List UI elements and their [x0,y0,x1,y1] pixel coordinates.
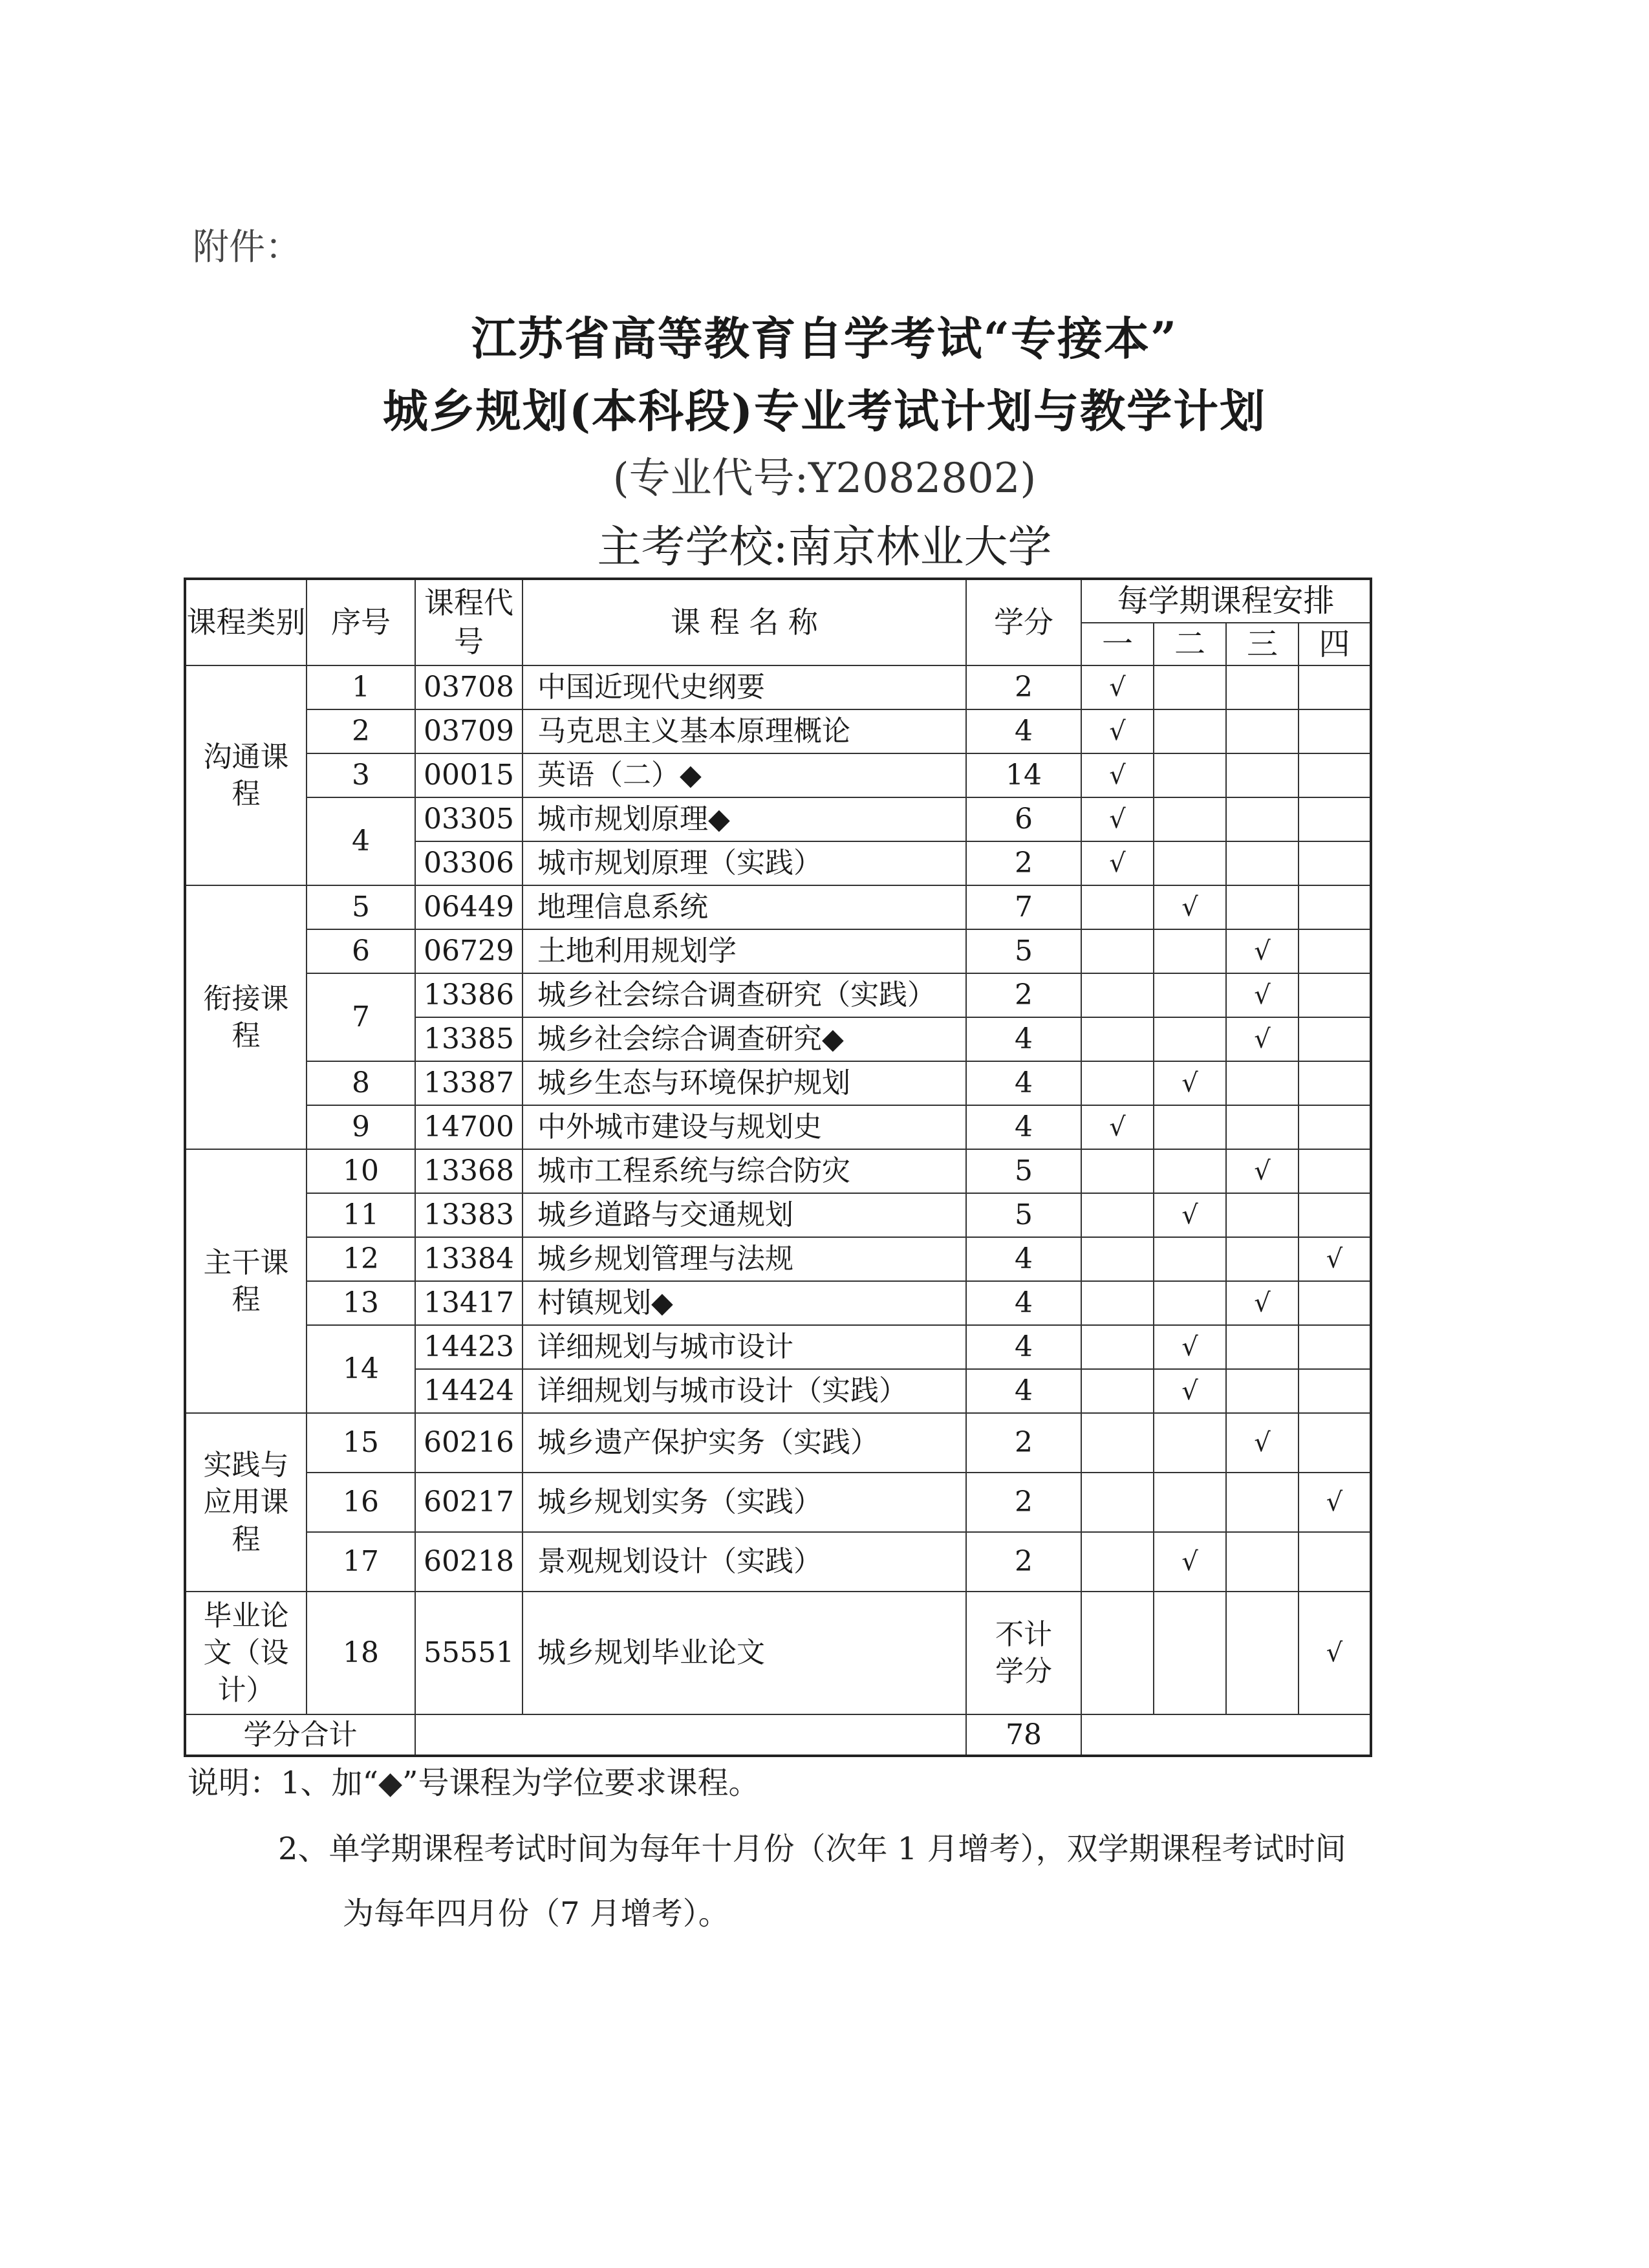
course-name-cell: 城市工程系统与综合防灾 [523,1149,966,1193]
credits-cell: 14 [966,753,1081,797]
attachment-label: 附件： [193,226,301,268]
semester-4-cell [1299,753,1371,797]
seq-cell: 1 [307,665,415,709]
semester-3-cell [1226,885,1299,929]
semester-1-cell [1081,1532,1154,1592]
semester-3-cell [1226,1592,1299,1714]
table-row [185,1149,1371,1193]
semester-3-cell [1226,1413,1299,1473]
semester-2-cell [1154,1413,1226,1473]
total-spacer [415,1714,966,1756]
semester-3-cell [1226,1149,1299,1193]
semester-3-cell [1226,929,1299,973]
table-row [185,1193,1371,1237]
course-name-cell: 城乡社会综合调查研究（实践） [523,973,966,1017]
course-name-cell: 城乡规划毕业论文 [523,1592,966,1714]
title-line-2: 城乡规划(本科段)专业考试计划与教学计划 [382,384,1267,438]
semester-2-cell [1154,929,1226,973]
semester-1-cell [1081,1325,1154,1369]
semester-4-cell [1299,1281,1371,1325]
host-school: 主考学校:南京林业大学 [597,522,1052,573]
table-row [185,1281,1371,1325]
credits-cell: 4 [966,1325,1081,1369]
semester-4-cell [1299,1017,1371,1061]
semester-3-cell [1226,1281,1299,1325]
code-cell: 03709 [415,709,523,753]
header-semester-2: 二 [1154,623,1226,665]
course-name-cell: 马克思主义基本原理概论 [523,709,966,753]
semester-2-cell [1154,753,1226,797]
seq-cell: 6 [307,929,415,973]
table-row [185,709,1371,753]
code-cell: 13387 [415,1061,523,1105]
credits-cell: 4 [966,709,1081,753]
check-mark: √ [1109,805,1126,834]
course-name-cell: 英语（二）◆ [523,753,966,797]
course-name-cell: 村镇规划◆ [523,1281,966,1325]
table-row [185,1592,1371,1714]
semester-2-cell [1154,885,1226,929]
course-name-cell: 景观规划设计（实践） [523,1532,966,1592]
table-row [185,1237,1371,1281]
semester-1-cell [1081,841,1154,885]
note-line-1: 说明：1、加“◆”号课程为学位要求课程。 [188,1765,760,1801]
semester-4-cell [1299,1193,1371,1237]
check-mark: √ [1181,1068,1198,1098]
semester-3-cell [1226,709,1299,753]
semester-3-cell [1226,841,1299,885]
semester-2-cell [1154,1369,1226,1413]
seq-cell: 7 [307,973,415,1061]
code-cell: 14424 [415,1369,523,1413]
check-mark: √ [1326,1487,1343,1517]
credits-cell: 2 [966,1532,1081,1592]
seq-cell: 4 [307,797,415,885]
semester-4-cell [1299,665,1371,709]
semester-2-cell [1154,1017,1226,1061]
semester-1-cell [1081,1413,1154,1473]
header-semester-3: 三 [1226,623,1299,665]
course-name-cell: 城乡生态与环境保护规划 [523,1061,966,1105]
category-cell: 实践与应用课程 [185,1413,307,1592]
course-name-cell: 城乡规划实务（实践） [523,1473,966,1532]
semester-3-cell [1226,1325,1299,1369]
course-name-cell: 地理信息系统 [523,885,966,929]
code-cell: 60216 [415,1413,523,1473]
course-name-cell: 城乡规划管理与法规 [523,1237,966,1281]
code-cell: 06449 [415,885,523,929]
semester-3-cell [1226,797,1299,841]
seq-cell: 16 [307,1473,415,1532]
code-cell: 00015 [415,753,523,797]
semester-2-cell [1154,1325,1226,1369]
semester-1-cell [1081,1281,1154,1325]
semester-2-cell [1154,797,1226,841]
check-mark: √ [1254,1428,1271,1458]
course-name-cell: 城乡社会综合调查研究◆ [523,1017,966,1061]
semester-2-cell [1154,665,1226,709]
credits-cell: 4 [966,1281,1081,1325]
semester-2-cell [1154,1592,1226,1714]
seq-cell: 12 [307,1237,415,1281]
table-row [185,1105,1371,1149]
seq-cell: 15 [307,1413,415,1473]
credits-cell: 2 [966,1473,1081,1532]
semester-2-cell [1154,1105,1226,1149]
table-row [185,1473,1371,1532]
seq-cell: 11 [307,1193,415,1237]
header-code: 课程代号 [415,579,523,665]
course-name-cell: 土地利用规划学 [523,929,966,973]
semester-1-cell [1081,1149,1154,1193]
check-mark: √ [1181,1200,1198,1230]
semester-1-cell [1081,1061,1154,1105]
header-semester-1: 一 [1081,623,1154,665]
category-cell: 主干课程 [185,1149,307,1413]
credits-cell: 7 [966,885,1081,929]
seq-cell: 14 [307,1325,415,1413]
semester-4-cell [1299,709,1371,753]
seq-cell: 8 [307,1061,415,1105]
header-category: 课程类别 [185,579,307,665]
course-name-cell: 城市规划原理（实践） [523,841,966,885]
seq-cell: 13 [307,1281,415,1325]
credits-cell: 4 [966,1017,1081,1061]
check-mark: √ [1326,1638,1343,1668]
credits-cell: 4 [966,1105,1081,1149]
semester-1-cell [1081,797,1154,841]
semester-4-cell [1299,1061,1371,1105]
code-cell: 13384 [415,1237,523,1281]
semester-4-cell [1299,841,1371,885]
semester-3-cell [1226,753,1299,797]
semester-4-cell [1299,1369,1371,1413]
semester-3-cell [1226,973,1299,1017]
header-seq: 序号 [307,579,415,665]
course-name-cell: 详细规划与城市设计（实践） [523,1369,966,1413]
semester-4-cell [1299,885,1371,929]
semester-2-cell [1154,973,1226,1017]
table-row [185,929,1371,973]
semester-2-cell [1154,1281,1226,1325]
code-cell: 13368 [415,1149,523,1193]
semester-4-cell [1299,1413,1371,1473]
code-cell: 13383 [415,1193,523,1237]
table-row [185,973,1371,1017]
total-value: 78 [966,1714,1081,1756]
semester-3-cell [1226,665,1299,709]
code-cell: 03306 [415,841,523,885]
check-mark: √ [1109,717,1126,746]
credits-cell: 4 [966,1369,1081,1413]
seq-cell: 9 [307,1105,415,1149]
code-cell: 13417 [415,1281,523,1325]
code-cell: 14423 [415,1325,523,1369]
semester-1-cell [1081,929,1154,973]
credits-cell: 5 [966,929,1081,973]
seq-cell: 18 [307,1592,415,1714]
semester-1-cell [1081,973,1154,1017]
course-name-cell: 中国近现代史纲要 [523,665,966,709]
credits-cell: 4 [966,1061,1081,1105]
table-row [185,1413,1371,1473]
table-row [185,1325,1371,1369]
check-mark: √ [1326,1244,1343,1274]
semester-3-cell [1226,1473,1299,1532]
semester-1-cell [1081,753,1154,797]
credits-cell: 5 [966,1149,1081,1193]
semester-2-cell [1154,1237,1226,1281]
semester-4-cell [1299,1325,1371,1369]
note-line-3: 为每年四月份（7 月增考）。 [343,1895,729,1932]
semester-1-cell [1081,1105,1154,1149]
semester-4-cell [1299,1592,1371,1714]
seq-cell: 10 [307,1149,415,1193]
category-cell: 衔接课程 [185,885,307,1149]
semester-1-cell [1081,1473,1154,1532]
table-row [185,1061,1371,1105]
semester-1-cell [1081,1237,1154,1281]
credits-cell: 4 [966,1237,1081,1281]
course-name-cell: 城乡道路与交通规划 [523,1193,966,1237]
header-semester-group: 每学期课程安排 [1081,579,1371,623]
major-code: (专业代号:Y2082802) [612,455,1037,502]
semester-2-cell [1154,1061,1226,1105]
check-mark: √ [1254,1156,1271,1186]
note-line-2: 2、单学期课程考试时间为每年十月份（次年 1 月增考），双学期课程考试时间 [278,1831,1346,1867]
code-cell: 13386 [415,973,523,1017]
check-mark: √ [1181,1547,1198,1577]
credits-cell: 不计学分 [966,1592,1081,1714]
course-name-cell: 详细规划与城市设计 [523,1325,966,1369]
semester-3-cell [1226,1193,1299,1237]
semester-4-cell [1299,1532,1371,1592]
check-mark: √ [1181,1376,1198,1406]
semester-4-cell [1299,1149,1371,1193]
code-cell: 13385 [415,1017,523,1061]
semester-2-cell [1154,709,1226,753]
category-cell: 毕业论文（设计） [185,1592,307,1714]
table-row [185,885,1371,929]
semester-1-cell [1081,709,1154,753]
semester-4-cell [1299,929,1371,973]
check-mark: √ [1181,1332,1198,1362]
check-mark: √ [1254,1024,1271,1054]
semester-2-cell [1154,1193,1226,1237]
semester-3-cell [1226,1061,1299,1105]
semester-3-cell [1226,1237,1299,1281]
semester-3-cell [1226,1369,1299,1413]
check-mark: √ [1254,1288,1271,1318]
semester-4-cell [1299,1473,1371,1532]
check-mark: √ [1254,936,1271,966]
check-mark: √ [1109,673,1126,702]
semester-2-cell [1154,1149,1226,1193]
semester-1-cell [1081,1592,1154,1714]
semester-4-cell [1299,1237,1371,1281]
course-name-cell: 中外城市建设与规划史 [523,1105,966,1149]
code-cell: 03305 [415,797,523,841]
check-mark: √ [1109,1112,1126,1142]
check-mark: √ [1254,980,1271,1010]
seq-cell: 17 [307,1532,415,1592]
check-mark: √ [1181,892,1198,922]
semester-2-cell [1154,1532,1226,1592]
header-semester-4: 四 [1299,623,1371,665]
semester-3-cell [1226,1532,1299,1592]
header-credits: 学分 [966,579,1081,665]
table-row [185,665,1371,709]
title-line-1: 江苏省高等教育自学考试“专接本” [471,312,1178,365]
code-cell: 06729 [415,929,523,973]
semester-4-cell [1299,973,1371,1017]
semester-4-cell [1299,1105,1371,1149]
check-mark: √ [1109,761,1126,790]
header-name: 课 程 名 称 [523,579,966,665]
total-label: 学分合计 [185,1714,415,1756]
credits-cell: 2 [966,973,1081,1017]
course-name-cell: 城乡遗产保护实务（实践） [523,1413,966,1473]
credits-cell: 2 [966,1413,1081,1473]
semester-1-cell [1081,1017,1154,1061]
credits-cell: 5 [966,1193,1081,1237]
code-cell: 55551 [415,1592,523,1714]
code-cell: 60217 [415,1473,523,1532]
table-row [185,797,1371,841]
semester-3-cell [1226,1105,1299,1149]
code-cell: 60218 [415,1532,523,1592]
code-cell: 03708 [415,665,523,709]
semester-1-cell [1081,1369,1154,1413]
semester-1-cell [1081,1193,1154,1237]
semester-3-cell [1226,1017,1299,1061]
check-mark: √ [1109,848,1126,878]
total-semester-blank [1081,1714,1371,1756]
semester-2-cell [1154,841,1226,885]
credits-cell: 2 [966,665,1081,709]
category-cell: 沟通课程 [185,665,307,885]
table-row [185,753,1371,797]
seq-cell: 2 [307,709,415,753]
code-cell: 14700 [415,1105,523,1149]
semester-1-cell [1081,665,1154,709]
seq-cell: 3 [307,753,415,797]
semester-2-cell [1154,1473,1226,1532]
table-row [185,1532,1371,1592]
semester-1-cell [1081,885,1154,929]
course-plan-table [184,578,1372,1757]
credits-cell: 2 [966,841,1081,885]
semester-4-cell [1299,797,1371,841]
seq-cell: 5 [307,885,415,929]
credits-cell: 6 [966,797,1081,841]
course-name-cell: 城市规划原理◆ [523,797,966,841]
